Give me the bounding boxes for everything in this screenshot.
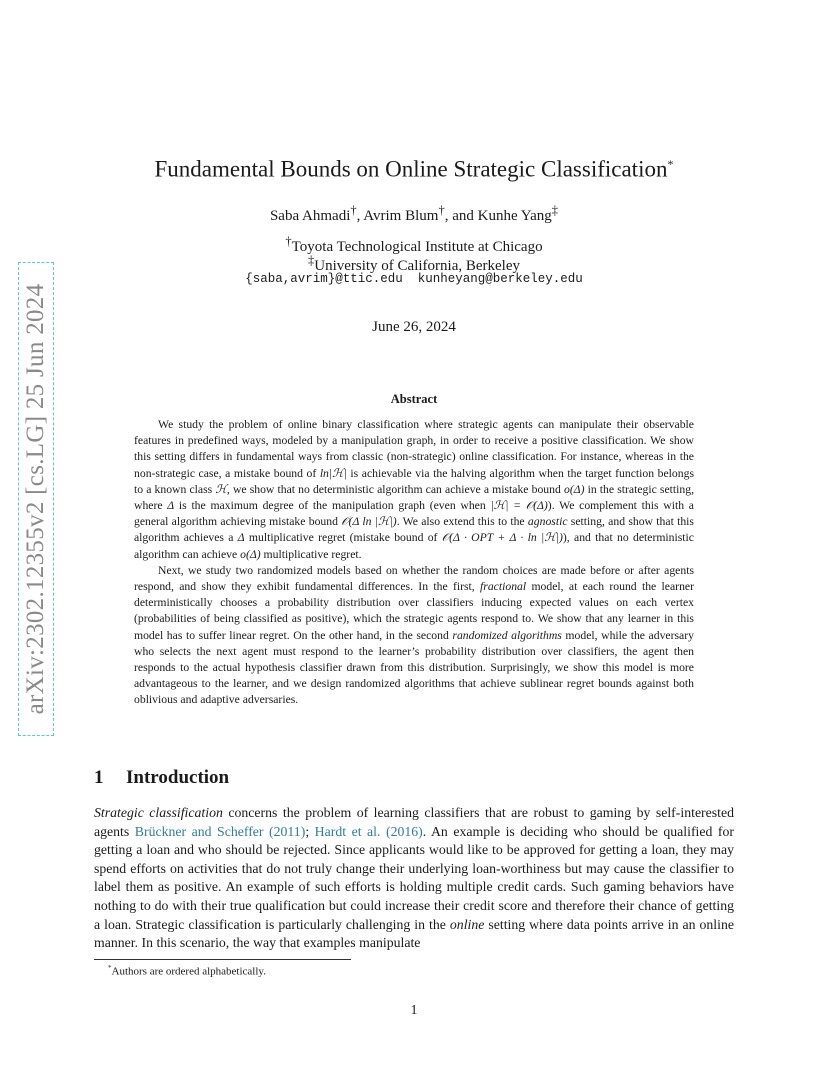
- affiliations: [0, 232, 828, 274]
- text: model, while the adversary who selects the next agent must respond to the learner’s probability distribution over classifiers, the agent then responds to the actual hypothesis classifier drawn from this distribution. Surprisingly, we show this model is more advantageous to the learner, and we design randomized algorithms that achieve sublinear regret bounds against both oblivious and adaptive adversaries.: [134, 628, 694, 707]
- page-number: 1: [410, 1003, 418, 1018]
- citation-authors[interactable]: Brückner and Scheffer: [134, 823, 264, 839]
- abstract-body: [134, 417, 694, 709]
- citation-bruckner-scheffer[interactable]: Brückner and Scheffer (2011): [134, 823, 306, 839]
- emphasis: Strategic classification: [94, 805, 223, 820]
- math: ℋ: [215, 482, 227, 496]
- math: |ℋ| = 𝒪(Δ): [490, 499, 548, 513]
- emphasis: agnostic: [527, 515, 568, 529]
- math: o(Δ): [240, 547, 261, 561]
- footnote: [108, 964, 266, 978]
- publication-date: June 26, 2024: [372, 319, 456, 335]
- text: multiplicative regret.: [260, 547, 362, 561]
- text: . An example is deciding who should be qualified for getting a loan and who should be rejected. Since applicants would like to be approved for getting a loan, they may spend efforts on activities that do not truly change their underlying loan-worthiness but may cause the classifier to label them as positive. An example of such efforts is holding multiple credit cards. Such gaming behaviors have nothing to do with their true qualification but could increase their credit score and therefore their chance of getting a loan. Strategic classification is particularly challenging in the: [94, 823, 735, 932]
- citation-year[interactable]: 2016: [390, 823, 419, 839]
- text: setting where data points arrive in an online manner. In this scenario, the way that examples manipulate: [94, 916, 734, 951]
- text: multiplicative regret (mistake bound of: [244, 531, 442, 545]
- introduction-body: [94, 804, 734, 953]
- intro-paragraph-1: Strategic classification concerns the problem of learning classifiers that are robust to gaming by self-interested agents Brückner and Scheffer (2011); Hardt et al. (2016). An example is deciding who should be qualified for getting a loan and who should be rejected. Since applicants would like to be approved for getting a loan, they may spend efforts on activities that do not truly change their underlying loan-worthiness but may cause the classifier to label them as positive. An example of such efforts is holding multiple credit cards. Such gaming behaviors have nothing to do with their true qualification but could increase their credit score and therefore their chance of getting a loan. Strategic classification is particularly challenging in the online setting where data points arrive in an online manner. In this scenario, the way that examples manipulate: [94, 805, 735, 951]
- author-3-mark: ‡: [551, 203, 559, 217]
- text: is achievable via the halving algorithm when the target function belongs to a known class: [134, 466, 694, 496]
- text: , we show that no deterministic algorithm can achieve a mistake bound: [226, 482, 564, 496]
- abstract-heading: Abstract: [390, 392, 438, 406]
- author-emails: [0, 272, 828, 286]
- arxiv-identifier[interactable]: arXiv:2302.12355v2 [cs.LG] 25 Jun 2024: [22, 283, 49, 715]
- author-list: Saba Ahmadi†, Avrim Blum†, and Kunhe Yang‡: [269, 203, 559, 224]
- text: . We also extend this to the: [396, 515, 528, 529]
- abstract-paragraph-2: [134, 563, 694, 709]
- text: Next, we study two randomized models based on whether the random choices are made before or after agents respond, and show they exhibit fundamental differences. In the first,: [134, 563, 694, 594]
- math: Δ: [167, 499, 175, 513]
- affiliation-2-name: University of California, Berkeley: [314, 258, 521, 274]
- text: ). We complement this with a general algorithm achieving mistake bound: [134, 499, 694, 529]
- author-1-mark: †: [350, 203, 357, 217]
- title-text: Fundamental Bounds on Online Strategic Classification: [154, 156, 668, 182]
- text: model, at each round the learner deterministically chooses a probability distribution over classifiers inducing expected values on each vertex (probabilities of being classified as positive), which the strategic agents respond to. We show that any learner in this model has to suffer linear regret. On the other hand, in the second: [134, 580, 694, 642]
- text: ), and that no deterministic algorithm can achieve: [134, 531, 694, 561]
- footnote-divider: [94, 959, 351, 960]
- author-2-mark: †: [438, 203, 445, 217]
- paper-title: [0, 150, 828, 184]
- affiliation-ttic: [0, 232, 828, 255]
- citation-authors[interactable]: Hardt et al.: [314, 823, 381, 839]
- author-2: Avrim Blum: [363, 208, 439, 224]
- author-3: Kunhe Yang: [477, 208, 552, 224]
- author-1: Saba Ahmadi: [269, 208, 351, 224]
- text: setting, and show that this algorithm achieves a: [134, 515, 694, 545]
- math: 𝒪(Δ ln |ℋ|): [341, 515, 397, 529]
- emphasis: online: [449, 916, 485, 932]
- section-title: Introduction: [126, 767, 230, 788]
- math: ln|ℋ|: [319, 466, 347, 480]
- affiliation-1-name: Toyota Technological Institute at Chicago: [291, 239, 543, 255]
- text: concerns the problem of learning classifiers that are robust to gaming by self-interested agents: [94, 805, 735, 839]
- section-heading-introduction: [94, 767, 229, 789]
- title-footnote-mark: *: [667, 157, 674, 171]
- text: is the maximum degree of the manipulation graph (even when: [174, 499, 491, 513]
- affiliation-berkeley: [0, 251, 828, 274]
- citation-hardt[interactable]: Hardt et al. (2016): [314, 823, 423, 839]
- math: 𝒪(Δ · OPT + Δ · ln |ℋ|): [441, 531, 563, 545]
- emphasis: fractional: [480, 580, 527, 594]
- emphasis: randomized algorithms: [452, 628, 562, 642]
- email-text: {saba,avrim}@ttic.edu kunheyang@berkeley.edu: [245, 272, 583, 286]
- citation-year[interactable]: 2011: [273, 823, 301, 839]
- footnote-mark: *: [108, 964, 112, 972]
- affiliation-1-mark: †: [285, 234, 292, 248]
- abstract-paragraph-1: [134, 417, 694, 563]
- section-number: 1: [94, 767, 104, 788]
- math: o(Δ): [563, 482, 585, 496]
- affiliation-2-mark: ‡: [307, 253, 315, 267]
- text: We study the problem of online binary classification where strategic agents can manipulate their observable features in predefined ways, modeled by a manipulation graph, in order to receive a positive classification. We show this setting differs in fundamental ways from classic (non-strategic) online classification. For instance, whereas in the non-strategic case, a mistake bound of: [134, 418, 694, 480]
- text: in the strategic setting, where: [134, 482, 695, 513]
- footnote-text: Authors are ordered alphabetically.: [111, 965, 266, 978]
- math: Δ: [237, 531, 245, 545]
